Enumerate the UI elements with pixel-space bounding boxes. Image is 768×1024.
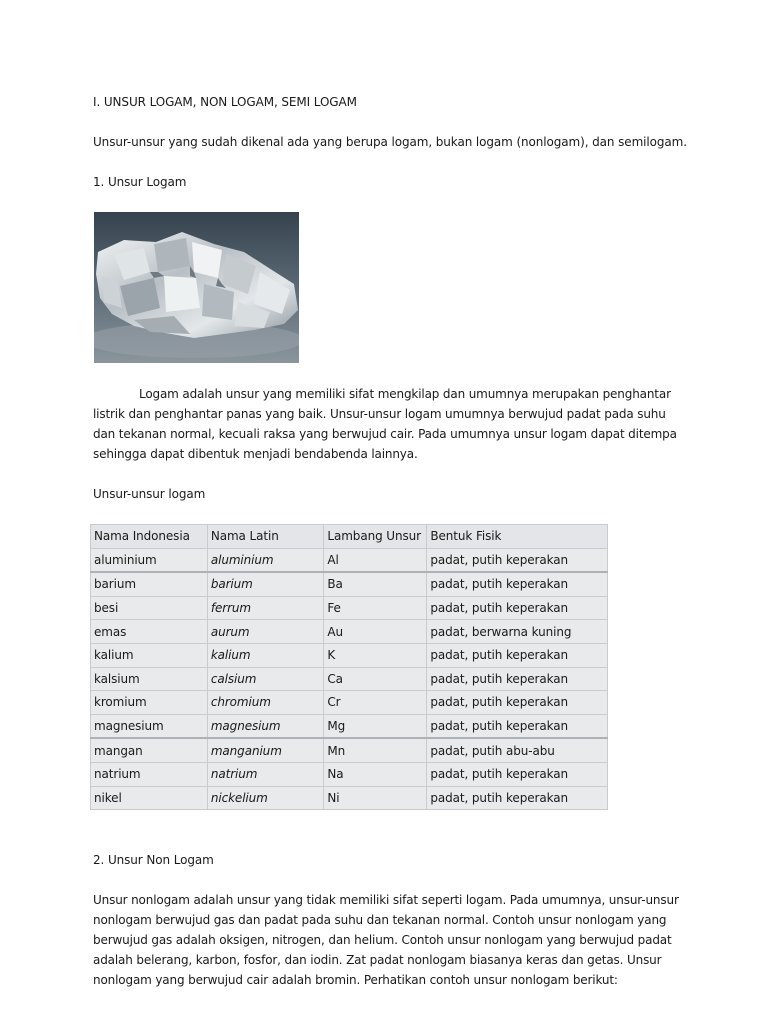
cell-bentuk-fisik: padat, putih keperakan (427, 786, 608, 810)
cell-bentuk-fisik: padat, putih keperakan (427, 643, 608, 667)
cell-nama-indonesia: kalsium (91, 667, 208, 691)
table-row (91, 643, 608, 667)
cell-nama-indonesia: kalium (91, 643, 208, 667)
cell-nama-latin: ferrum (207, 596, 324, 620)
paragraph-line: dan tekanan normal, kecuali raksa yang berwujud cair. Pada umumnya unsur logam dapat ditempa (93, 427, 677, 441)
table-row (91, 691, 608, 715)
cell-nama-latin: natrium (207, 762, 324, 786)
table-row (91, 620, 608, 644)
cell-nama-indonesia: emas (91, 620, 208, 644)
paragraph-line: nonlogam yang berwujud cair adalah bromin. Perhatikan contoh unsur nonlogam berikut: (93, 973, 618, 987)
cell-bentuk-fisik: padat, putih keperakan (427, 572, 608, 596)
paragraph-line: Logam adalah unsur yang memiliki sifat mengkilap dan umumnya merupakan penghantar (139, 387, 671, 401)
cell-nama-latin: aurum (207, 620, 324, 644)
cell-lambang: Au (324, 620, 427, 644)
cell-nama-indonesia: barium (91, 572, 208, 596)
table-header-row (91, 525, 608, 549)
table-row (91, 738, 608, 762)
column-header: Lambang Unsur (324, 525, 427, 549)
paragraph-logam (93, 384, 677, 464)
cell-nama-latin: magnesium (207, 714, 324, 738)
cell-nama-indonesia: nikel (91, 786, 208, 810)
cell-bentuk-fisik: padat, putih keperakan (427, 596, 608, 620)
column-header: Nama Indonesia (91, 525, 208, 549)
cell-nama-indonesia: aluminium (91, 548, 208, 572)
metals-table (90, 524, 608, 810)
paragraph-line: sehingga dapat dibentuk menjadi bendabenda lainnya. (93, 447, 418, 461)
cell-nama-indonesia: natrium (91, 762, 208, 786)
cell-nama-indonesia: besi (91, 596, 208, 620)
table-row (91, 667, 608, 691)
paragraph-non-logam (93, 890, 679, 990)
cell-nama-latin: chromium (207, 691, 324, 715)
cell-bentuk-fisik: padat, putih keperakan (427, 667, 608, 691)
cell-nama-indonesia: kromium (91, 691, 208, 715)
table-row (91, 762, 608, 786)
cell-lambang: Cr (324, 691, 427, 715)
cell-lambang: Ca (324, 667, 427, 691)
table-row (91, 572, 608, 596)
column-header: Bentuk Fisik (427, 525, 608, 549)
cell-nama-indonesia: magnesium (91, 714, 208, 738)
cell-lambang: Ni (324, 786, 427, 810)
paragraph-line: listrik dan penghantar panas yang baik. Unsur-unsur logam umumnya berwujud padat pada suhu (93, 407, 666, 421)
table-row (91, 596, 608, 620)
cell-bentuk-fisik: padat, putih keperakan (427, 691, 608, 715)
cell-lambang: Mn (324, 738, 427, 762)
table-caption: Unsur-unsur logam (93, 487, 206, 501)
metal-sample-photo (94, 212, 299, 363)
cell-bentuk-fisik: padat, putih abu-abu (427, 738, 608, 762)
cell-nama-latin: nickelium (207, 786, 324, 810)
page-heading: I. UNSUR LOGAM, NON LOGAM, SEMI LOGAM (93, 95, 357, 109)
cell-nama-latin: kalium (207, 643, 324, 667)
cell-bentuk-fisik: padat, berwarna kuning (427, 620, 608, 644)
paragraph-line: Unsur nonlogam adalah unsur yang tidak memiliki sifat seperti logam. Pada umumnya, unsur-unsur (93, 893, 679, 907)
table-row (91, 548, 608, 572)
cell-nama-latin: manganium (207, 738, 324, 762)
section-title-non-logam: 2. Unsur Non Logam (93, 853, 214, 867)
cell-lambang: Ba (324, 572, 427, 596)
intro-paragraph: Unsur-unsur yang sudah dikenal ada yang berupa logam, bukan logam (nonlogam), dan semilogam. (93, 135, 687, 149)
cell-nama-latin: calsium (207, 667, 324, 691)
cell-nama-latin: barium (207, 572, 324, 596)
paragraph-line: nonlogam berwujud gas dan padat pada suhu dan tekanan normal. Contoh unsur nonlogam yang (93, 913, 667, 927)
table-row (91, 714, 608, 738)
cell-nama-indonesia: mangan (91, 738, 208, 762)
cell-nama-latin: aluminium (207, 548, 324, 572)
cell-bentuk-fisik: padat, putih keperakan (427, 548, 608, 572)
cell-lambang: Al (324, 548, 427, 572)
column-header: Nama Latin (207, 525, 324, 549)
cell-bentuk-fisik: padat, putih keperakan (427, 714, 608, 738)
cell-lambang: Fe (324, 596, 427, 620)
paragraph-line: adalah belerang, karbon, fosfor, dan iodin. Zat padat nonlogam biasanya keras dan getas. Unsur (93, 953, 662, 967)
table-row (91, 786, 608, 810)
cell-bentuk-fisik: padat, putih keperakan (427, 762, 608, 786)
cell-lambang: Na (324, 762, 427, 786)
cell-lambang: K (324, 643, 427, 667)
cell-lambang: Mg (324, 714, 427, 738)
paragraph-line: berwujud gas adalah oksigen, nitrogen, dan helium. Contoh unsur nonlogam yang berwujud padat (93, 933, 672, 947)
section-title-logam: 1. Unsur Logam (93, 175, 187, 189)
